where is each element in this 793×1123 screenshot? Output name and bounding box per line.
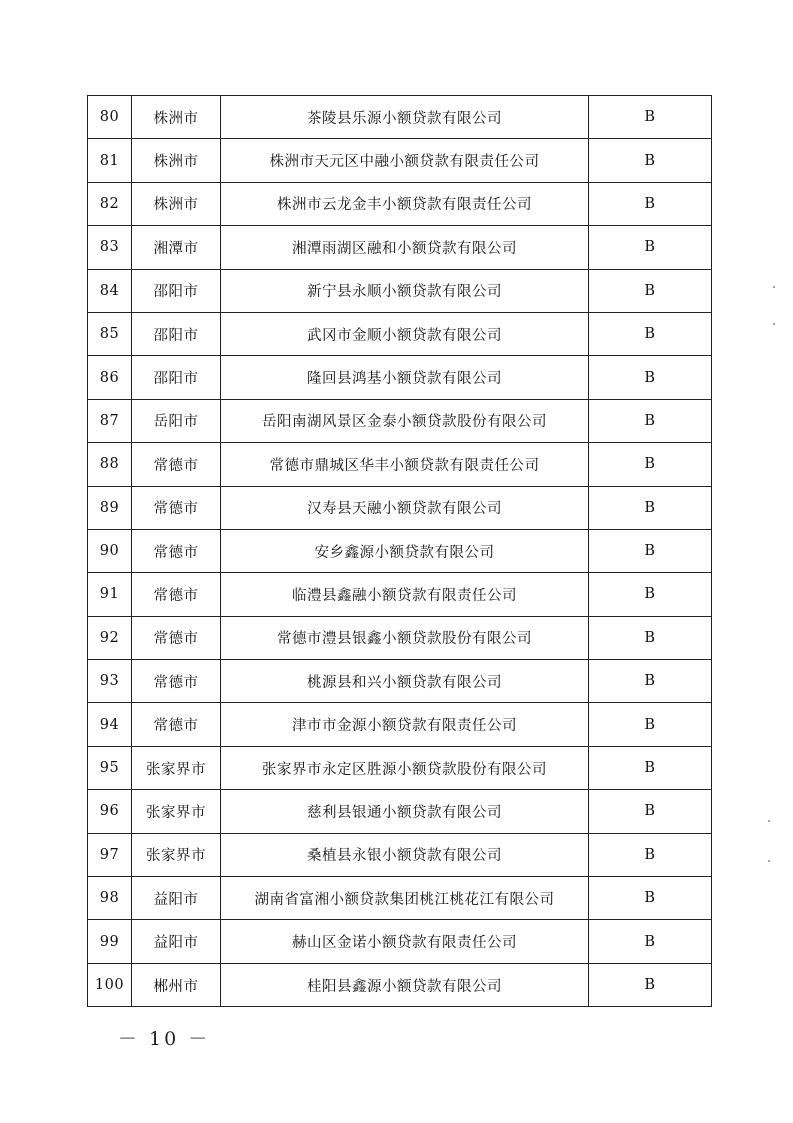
table-row	[88, 616, 712, 659]
city-cell: 常德市	[132, 703, 221, 746]
table-row	[88, 139, 712, 182]
grade-cell: B	[589, 443, 712, 486]
company-name-cell: 桃源县和兴小额贷款有限公司	[221, 660, 589, 703]
company-name-cell: 常德市澧县银鑫小额贷款股份有限公司	[221, 616, 589, 659]
table-row	[88, 96, 712, 139]
grade-cell: B	[589, 660, 712, 703]
table-row	[88, 920, 712, 963]
city-cell: 邵阳市	[132, 356, 221, 399]
city-cell: 常德市	[132, 660, 221, 703]
table-row	[88, 312, 712, 355]
row-number-cell: 99	[88, 920, 132, 963]
grade-cell: B	[589, 96, 712, 139]
table-row	[88, 746, 712, 789]
city-cell: 株洲市	[132, 182, 221, 225]
grade-cell: B	[589, 226, 712, 269]
table-row	[88, 703, 712, 746]
table-row	[88, 877, 712, 920]
row-number-cell: 96	[88, 790, 132, 833]
grade-cell: B	[589, 356, 712, 399]
city-cell: 郴州市	[132, 963, 221, 1006]
grade-cell: B	[589, 746, 712, 789]
company-name-cell: 湘潭雨湖区融和小额贷款有限公司	[221, 226, 589, 269]
city-cell: 常德市	[132, 573, 221, 616]
city-cell: 株洲市	[132, 96, 221, 139]
company-name-cell: 临澧县鑫融小额贷款有限责任公司	[221, 573, 589, 616]
scan-speck	[773, 323, 775, 325]
city-cell: 株洲市	[132, 139, 221, 182]
city-cell: 常德市	[132, 529, 221, 572]
row-number-cell: 91	[88, 573, 132, 616]
company-name-cell: 赫山区金诺小额贷款有限责任公司	[221, 920, 589, 963]
company-name-cell: 隆回县鸿基小额贷款有限公司	[221, 356, 589, 399]
city-cell: 益阳市	[132, 877, 221, 920]
company-name-cell: 株洲市云龙金丰小额贷款有限责任公司	[221, 182, 589, 225]
company-name-cell: 汉寿县天融小额贷款有限公司	[221, 486, 589, 529]
grade-cell: B	[589, 877, 712, 920]
grade-cell: B	[589, 573, 712, 616]
city-cell: 张家界市	[132, 746, 221, 789]
table-body	[88, 96, 712, 1007]
grade-cell: B	[589, 269, 712, 312]
row-number-cell: 95	[88, 746, 132, 789]
table-row	[88, 660, 712, 703]
row-number-cell: 83	[88, 226, 132, 269]
table-row	[88, 226, 712, 269]
row-number-cell: 85	[88, 312, 132, 355]
scan-speck	[768, 860, 770, 862]
company-rating-table	[87, 95, 712, 1007]
table-row	[88, 486, 712, 529]
city-cell: 常德市	[132, 443, 221, 486]
city-cell: 岳阳市	[132, 399, 221, 442]
city-cell: 张家界市	[132, 790, 221, 833]
city-cell: 益阳市	[132, 920, 221, 963]
company-name-cell: 湖南省富湘小额贷款集团桃江桃花江有限公司	[221, 877, 589, 920]
company-name-cell: 张家界市永定区胜源小额贷款股份有限公司	[221, 746, 589, 789]
city-cell: 张家界市	[132, 833, 221, 876]
city-cell: 常德市	[132, 616, 221, 659]
company-name-cell: 桑植县永银小额贷款有限公司	[221, 833, 589, 876]
city-cell: 邵阳市	[132, 312, 221, 355]
city-cell: 常德市	[132, 486, 221, 529]
row-number-cell: 88	[88, 443, 132, 486]
row-number-cell: 80	[88, 96, 132, 139]
table-row	[88, 399, 712, 442]
grade-cell: B	[589, 182, 712, 225]
grade-cell: B	[589, 833, 712, 876]
grade-cell: B	[589, 616, 712, 659]
row-number-cell: 94	[88, 703, 132, 746]
grade-cell: B	[589, 486, 712, 529]
table-row	[88, 356, 712, 399]
row-number-cell: 97	[88, 833, 132, 876]
row-number-cell: 86	[88, 356, 132, 399]
row-number-cell: 89	[88, 486, 132, 529]
row-number-cell: 82	[88, 182, 132, 225]
row-number-cell: 98	[88, 877, 132, 920]
grade-cell: B	[589, 963, 712, 1006]
company-name-cell: 津市市金源小额贷款有限责任公司	[221, 703, 589, 746]
grade-cell: B	[589, 529, 712, 572]
row-number-cell: 81	[88, 139, 132, 182]
company-name-cell: 安乡鑫源小额贷款有限公司	[221, 529, 589, 572]
row-number-cell: 87	[88, 399, 132, 442]
table-row	[88, 833, 712, 876]
company-name-cell: 株洲市天元区中融小额贷款有限责任公司	[221, 139, 589, 182]
scan-speck	[768, 820, 770, 822]
table-row	[88, 182, 712, 225]
grade-cell: B	[589, 139, 712, 182]
company-name-cell: 武冈市金顺小额贷款有限公司	[221, 312, 589, 355]
company-name-cell: 茶陵县乐源小额贷款有限公司	[221, 96, 589, 139]
row-number-cell: 84	[88, 269, 132, 312]
table-row	[88, 269, 712, 312]
table-row	[88, 529, 712, 572]
company-name-cell: 岳阳南湖风景区金泰小额贷款股份有限公司	[221, 399, 589, 442]
table-row	[88, 573, 712, 616]
city-cell: 湘潭市	[132, 226, 221, 269]
row-number-cell: 92	[88, 616, 132, 659]
company-name-cell: 慈利县银通小额贷款有限公司	[221, 790, 589, 833]
table-row	[88, 443, 712, 486]
grade-cell: B	[589, 790, 712, 833]
table-row	[88, 790, 712, 833]
grade-cell: B	[589, 703, 712, 746]
company-name-cell: 常德市鼎城区华丰小额贷款有限责任公司	[221, 443, 589, 486]
row-number-cell: 100	[88, 963, 132, 1006]
grade-cell: B	[589, 920, 712, 963]
scan-speck	[773, 286, 775, 288]
grade-cell: B	[589, 399, 712, 442]
table-row	[88, 963, 712, 1006]
grade-cell: B	[589, 312, 712, 355]
row-number-cell: 90	[88, 529, 132, 572]
company-name-cell: 桂阳县鑫源小额贷款有限公司	[221, 963, 589, 1006]
page-number: － 10 －	[118, 1028, 211, 1050]
city-cell: 邵阳市	[132, 269, 221, 312]
company-name-cell: 新宁县永顺小额贷款有限公司	[221, 269, 589, 312]
row-number-cell: 93	[88, 660, 132, 703]
